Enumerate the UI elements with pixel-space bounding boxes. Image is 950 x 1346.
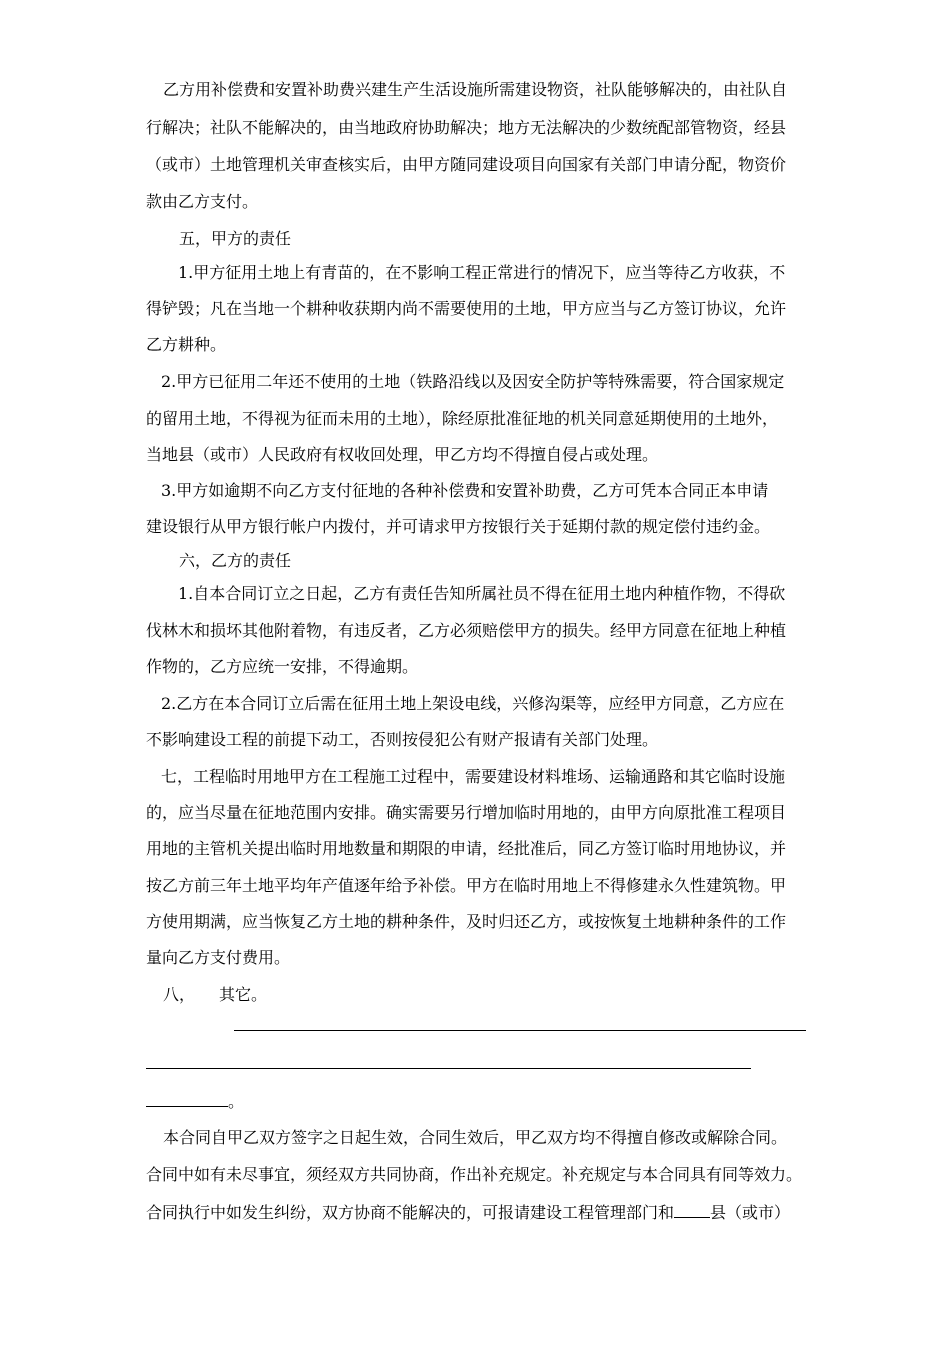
fill-in-blank-line xyxy=(146,1068,751,1069)
closing-period: 。 xyxy=(228,1092,245,1111)
paragraph-line: 的留用土地，不得视为征而未用的土地），除经原批准征地的机关同意延期使用的土地外， xyxy=(146,409,779,428)
paragraph-line: 当地县（或市）人民政府有权收回处理，甲乙方均不得擅自侵占或处理。 xyxy=(146,445,659,464)
paragraph-line xyxy=(146,1201,790,1221)
paragraph-line: 的，应当尽量在征地范围内安排。确实需要另行增加临时用地的，由甲方向原批准工程项目 xyxy=(146,803,787,822)
paragraph-text: 县（或市） xyxy=(710,1203,791,1222)
paragraph-line: 不影响建设工程的前提下动工，否则按侵犯公有财产报请有关部门处理。 xyxy=(146,730,659,749)
fill-in-blank-line xyxy=(234,1030,806,1031)
section-heading: 八， 其它。 xyxy=(163,985,268,1004)
paragraph-line: 作物的，乙方应统一安排，不得逾期。 xyxy=(146,657,419,676)
paragraph-line: 按乙方前三年土地平均年产值逐年给予补偿。甲方在临时用地上不得修建永久性建筑物。甲 xyxy=(146,876,787,895)
paragraph-text: 合同执行中如发生纠纷，双方协商不能解决的，可报请建设工程管理部门和 xyxy=(146,1203,675,1222)
paragraph-line: 1.甲方征用土地上有青苗的，在不影响工程正常进行的情况下，应当等待乙方收获，不 xyxy=(178,263,786,282)
paragraph-line: 方使用期满，应当恢复乙方土地的耕种条件，及时归还乙方，或按恢复土地耕种条件的工作 xyxy=(146,912,787,931)
county-blank xyxy=(674,1201,710,1218)
paragraph-line: 行解决；社队不能解决的，由当地政府协助解决；地方无法解决的少数统配部管物资，经县 xyxy=(146,118,787,137)
paragraph-line: 伐林木和损坏其他附着物，有违反者，乙方必须赔偿甲方的损失。经甲方同意在征地上种植 xyxy=(146,621,787,640)
paragraph-line: 款由乙方支付。 xyxy=(146,192,259,211)
paragraph-line: 量向乙方支付费用。 xyxy=(146,948,291,967)
paragraph-line: 合同中如有未尽事宜，须经双方共同协商，作出补充规定。补充规定与本合同具有同等效力。 xyxy=(146,1165,803,1184)
fill-in-blank-line xyxy=(146,1106,228,1107)
paragraph-line: 建设银行从甲方银行帐户内拨付，并可请求甲方按银行关于延期付款的规定偿付违约金。 xyxy=(146,517,771,536)
paragraph-line: 2.乙方在本合同订立后需在征用土地上架设电线，兴修沟渠等，应经甲方同意，乙方应在 xyxy=(161,694,785,713)
paragraph-line: 本合同自甲乙双方签字之日起生效，合同生效后，甲乙双方均不得擅自修改或解除合同。 xyxy=(163,1128,788,1147)
paragraph-line: 2.甲方已征用二年还不使用的土地（铁路沿线以及因安全防护等特殊需要，符合国家规定 xyxy=(161,372,785,391)
paragraph-line: 乙方耕种。 xyxy=(146,335,227,354)
paragraph-line: 3.甲方如逾期不向乙方支付征地的各种补偿费和安置补助费，乙方可凭本合同正本申请 xyxy=(161,481,769,500)
paragraph-line: 1.自本合同订立之日起，乙方有责任告知所属社员不得在征用土地内种植作物，不得砍 xyxy=(178,584,786,603)
paragraph-line: 用地的主管机关提出临时用地数量和期限的申请，经批准后，同乙方签订临时用地协议，并 xyxy=(146,839,787,858)
paragraph-line: （或市）土地管理机关审查核实后，由甲方随同建设项目向国家有关部门申请分配，物资价 xyxy=(146,155,787,174)
paragraph-line: 乙方用补偿费和安置补助费兴建生产生活设施所需建设物资，社队能够解决的，由社队自 xyxy=(163,80,788,99)
paragraph-line: 得铲毁；凡在当地一个耕种收获期内尚不需要使用的土地，甲方应当与乙方签订协议，允许 xyxy=(146,299,787,318)
section-heading: 五，甲方的责任 xyxy=(179,229,292,248)
paragraph-line: 七，工程临时用地甲方在工程施工过程中，需要建设材料堆场、运输通路和其它临时设施 xyxy=(161,767,786,786)
section-heading: 六，乙方的责任 xyxy=(179,551,292,570)
